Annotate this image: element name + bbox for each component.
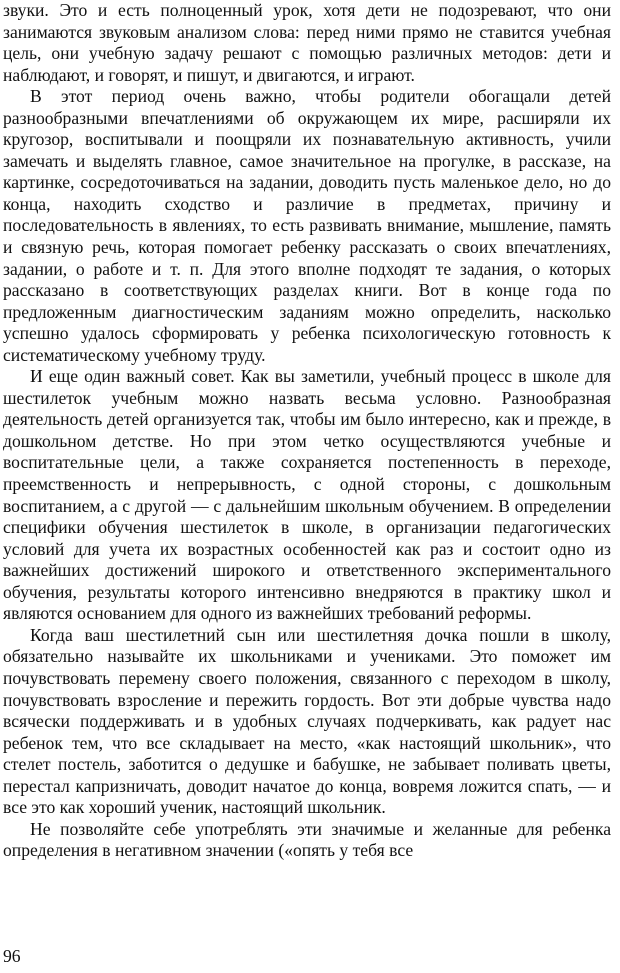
paragraph: звуки. Это и есть полноценный урок, хотя дети не подозревают, что они занимаются звуковым анализом слова: перед ними прямо не ставится учебная цель, они учебную задачу решают с помощью различных методов: дети и наблюдают, и говорят, и пишут, и двигаются, и играют. (3, 0, 611, 85)
paragraph: Когда ваш шестилетний сын или шестилетняя дочка пошли в школу, обязательно называйте их школьниками и учениками. Это поможет им почувствовать перемену своего положения, связанного с переходом в школу, почувствовать взрослениe и пережить гордость. Вот эти добрые чувства надо всячески поддерживать и в удобных случаях подчеркивать, как радует нас ребенок тем, что все складывает на место, «как настоящий школьник», что стелет постель, заботится о дедушке и бабушке, не забывает поливать цветы, перестал капризничать, доводит начатое до конца, вовремя ложится спать, — и все это как хороший ученик, настоящий школьник. (3, 624, 611, 818)
paragraph: Не позволяйте себе употреблять эти значимые и желанные для ребенка определения в негативном значении («опять у тебя все (3, 818, 611, 861)
paragraph: И еще один важный совет. Как вы заметили, учебный процесс в школе для шестилеток учебным можно назвать весьма условно. Разнообразная деятельность детей организуется так, чтобы им было интересно, как и прежде, в дошкольном детстве. Но при этом четко осуществляются учебные и воспитательные цели, а также сохраняется постепенность в переходе, преемственность и непрерывность, с одной стороны, с дошкольным воспитанием, а с другой — с дальнейшим школьным обучением. В определении специфики обучения шестилеток в школе, в организации педагогических условий для учета их возрастных особенностей как раз и состоит одно из важнейших достижений широкого и ответственного экспериментального обучения, результаты которого интенсивно внедряются в практику школ и являются основанием для одного из важнейших требований реформы. (3, 366, 611, 624)
page-number: 96 (3, 946, 21, 966)
body-text (3, 0, 611, 862)
paragraph: В этот период очень важно, чтобы родители обогащали детей разнообразными впечатлениями об окружающем их мире, расширяли их кругозор, воспитывали и поощряли их познавательную активность, учили замечать и выделять главное, самое значительное на прогулке, в рассказе, на картинке, сосредоточиваться на задании, доводить пусть маленькое дело, но до конца, находить сходство и различие в предметах, причину и последовательность в явлениях, то есть развивать внимание, мышление, память и связную речь, которая помогает ребенку рассказать о своих впечатлениях, задании, о работе и т. п. Для этого вполне подходят те задания, о которых рассказано в соответствующих разделах книги. Вот в конце года по предложенным диагностическим заданиям можно определить, насколько успешно удалось сформировать у ребенка психологическую готовность к систематическому учебному труду. (3, 86, 611, 365)
